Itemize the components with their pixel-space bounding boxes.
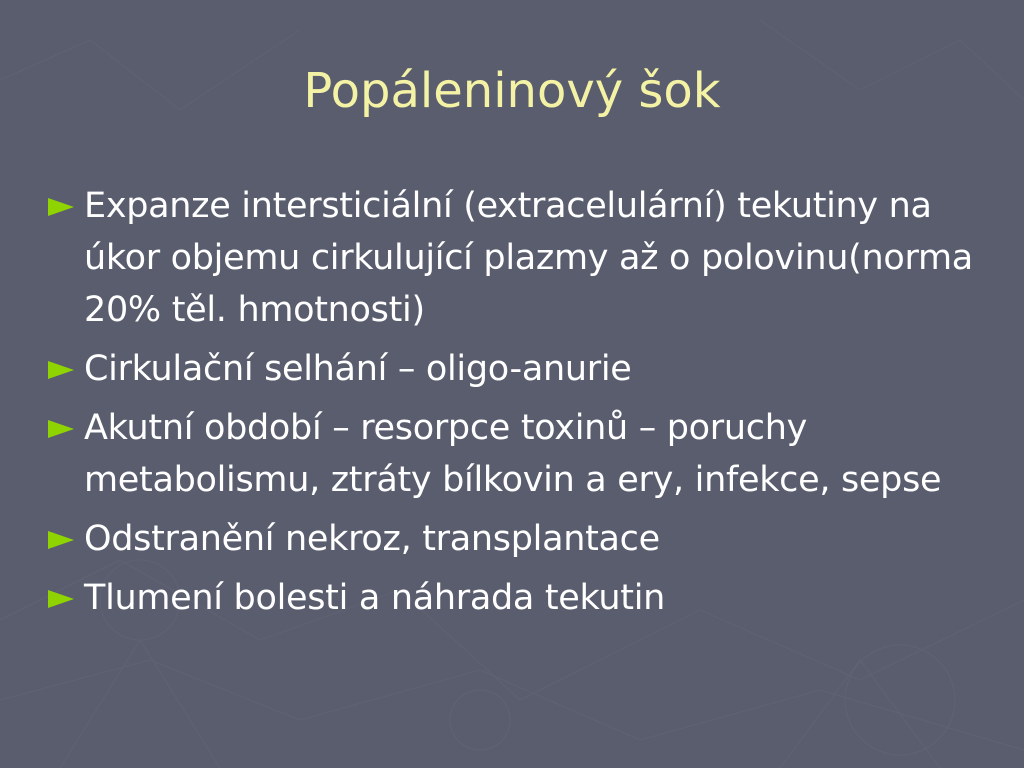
bullet-text: Tlumení bolesti a náhrada tekutin <box>84 578 666 618</box>
bullet-item <box>48 180 978 336</box>
bullet-text: Expanze intersticiální (extracelulární) tekutiny na úkor objemu cirkulující plazmy až o polovinu(norma 20% těl. hmotnosti) <box>84 186 973 330</box>
bullet-text: Odstranění nekroz, transplantace <box>84 519 660 559</box>
bullet-list <box>48 180 978 631</box>
bullet-item <box>48 343 978 395</box>
triangle-right-icon <box>48 420 74 438</box>
slide-title: Popáleninový šok <box>303 63 721 119</box>
bullet-item <box>48 402 978 506</box>
bullet-item <box>48 513 978 565</box>
bullet-text: Akutní období – resorpce toxinů – poruchy metabolismu, ztráty bílkovin a ery, infekce, sepse <box>84 408 942 500</box>
triangle-right-icon <box>48 590 74 608</box>
bullet-item <box>48 572 978 624</box>
bullet-text: Cirkulační selhání – oligo-anurie <box>84 349 632 389</box>
triangle-right-icon <box>48 198 74 216</box>
triangle-right-icon <box>48 361 74 379</box>
triangle-right-icon <box>48 531 74 549</box>
